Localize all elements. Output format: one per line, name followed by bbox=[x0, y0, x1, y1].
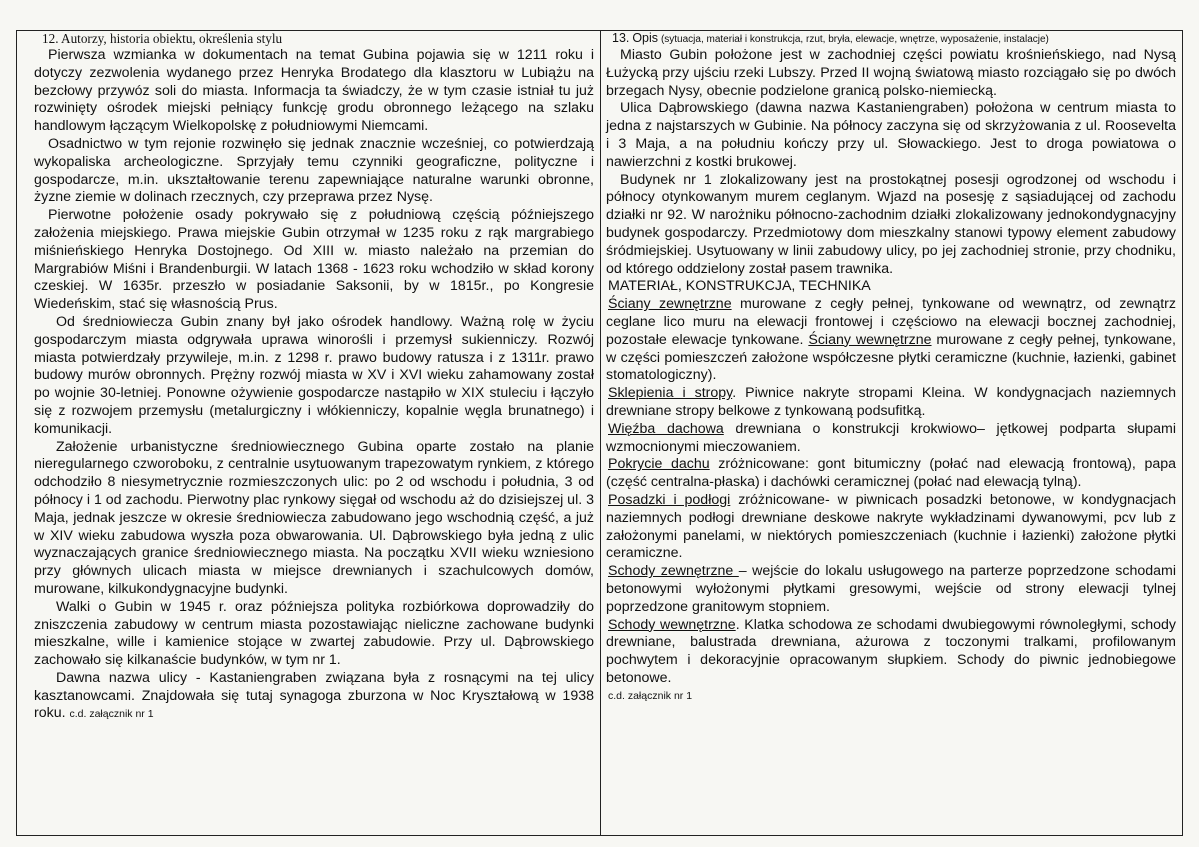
description-paragraph: Ulica Dąbrowskiego (dawna nazwa Kastaniengraben) położona w centrum miasta to jedna z najstarszych w Gubinie. Na północy zaczyna się od skrzyżowania z ul. Roosevelta i 3 Maja, a na południu kończy przy ul. Słowackiego. Jest to droga powiatowa o nawierzchni z kostki brukowej. bbox=[606, 100, 1176, 170]
history-paragraph: Pierwotne położenie osady pokrywało się z południową częścią późniejszego założenia miejskiego. Prawa miejskie Gubin otrzymał w 1235 roku z rąk margrabiego miśnieńskiego Henryka Dostojnego. Od XIII w. miasto należało na przemian do Margrabiów Miśni i Brandenburgii. W latach 1368 - 1623 roku wchodziło w skład korony czeskiej. W 1635r. przeszło w posiadanie Saksonii, by w 1815r., po Kongresie Wiedeńskim, stać się własnością Prus. bbox=[34, 207, 594, 313]
internal-stairs-item bbox=[606, 617, 1176, 688]
continuation-note: c.d. załącznik nr 1 bbox=[608, 689, 693, 702]
floors-item bbox=[606, 492, 1176, 563]
external-stairs-item bbox=[606, 563, 1176, 616]
item-text: . Klatka schodowa ze schodami dwubiegowymi równoległymi, schody drewniane, balustrada drewniana, ażurowa z toczonymi tralkami, profilowanym pochwytem i dekoracyjnie opracowanym słupkiem. Schody do piwnic jednobiegowe betonowe. bbox=[606, 616, 1176, 686]
right-column bbox=[606, 31, 1176, 705]
roofing-item bbox=[606, 456, 1176, 492]
item-text: zróżnicowane: gont bitumiczny (połać nad elewacją frontową), papa (część centralna-płaska) i dachówki ceramicznej (połać nad elewacją tylną). bbox=[606, 456, 1177, 491]
item-label: Posadzki i podłogi bbox=[608, 491, 731, 508]
item-text: – wejście do lokalu usługowego na parterze poprzedzone schodami betonowymi wyłożonymi płytkami gresowymi, wejście od strony elewacji tylnej poprzedzone granitowym stopniem. bbox=[606, 563, 1176, 615]
item-text: zróżnicowane- w piwnicach posadzki betonowe, w kondygnacjach naziemnych podłogi drewniane deskowe nakryte wykładzinami dywanowymi, pcv lub z założonymi panelami, w niektórych pomieszczeniach (kuchnie i łazienki) założone płytki ceramiczne. bbox=[606, 491, 1176, 562]
roof-truss-item bbox=[606, 421, 1176, 457]
history-paragraph: Założenie urbanistyczne średniowiecznego Gubina oparte zostało na planie nieregularnego czworoboku, z centralnie usytuowanym trapezowatym rynkiem, z którego odchodziło 8 niesymetrycznie rozmieszczonych ulic: po 2 od wschodu i południa, 3 od północy i 1 od zachodu. Pierwotny plac rynkowy sięgał od wschodu aż do dzisiejszej ul. 3 Maja, jednak jeszcze w okresie średniowiecza zabudowano jego wschodnią część, a już w XIV wieku zabudowa wyszła poza obwarowania. Ul. Dąbrowskiego była jedną z ulic wyznaczających granice średniowiecznego miasta. Na początku XVII wieku wzniesiono przy głównych ulicach miasta w miejsce drewnianych i szachulcowych domów, murowane, kilkukondygnacyjne budynki. bbox=[34, 438, 594, 597]
item-text: murowane z cegły pełnej, tynkowane, w części pomieszczeń założone współczesne płytki ceramiczne (kuchnie, łazienki, gabinet stomatologiczny). bbox=[606, 331, 1176, 384]
history-paragraph-last bbox=[34, 670, 594, 724]
item-label: Ściany wewnętrzne bbox=[808, 331, 932, 348]
history-paragraph: Osadnictwo w tym rejonie rozwinęło się jednak znacznie wcześniej, co potwierdzają wykopaliska archeologiczne. Sprzyjały temu czynniki geograficzne, polityczne i gospodarcze, m.in. ukształtowanie terenu zapewniające naturalne warunki obronne, żyzne ziemie w dolinach rzecznych, czy przeprawa przez Nysę. bbox=[34, 135, 594, 206]
section-13-heading bbox=[612, 31, 1176, 47]
item-label: Schody zewnętrzne bbox=[608, 563, 739, 580]
left-column bbox=[34, 31, 594, 724]
item-text: murowane z cegły pełnej, tynkowane od wewnątrz, od zewnątrz ceglane lico muru na elewacji frontowej i częściowo na elewacji bocznej zachodniej, pozostałe elewacje tynkowane. bbox=[606, 296, 1176, 348]
description-paragraph: Budynek nr 1 zlokalizowany jest na prostokątnej posesji ogrodzonej od wschodu i północy otynkowanym murem ceglanym. Wjazd na posesję z sąsiadującej od zachodu działki nr 92. W narożniku północno-zachodnim działki zlokalizowany jednokondygnacyjny budynek gospodarczy. Przedmiotowy dom mieszkalny stanowi typowy element zabudowy śródmiejskiej. Usytuowany w linii zabudowy ulicy, po jej zachodniej stronie, przy chodniku, od którego oddzielony został pasem trawnika. bbox=[606, 171, 1176, 277]
item-label: Sklepienia i stropy bbox=[608, 385, 733, 402]
walls-item bbox=[606, 296, 1176, 385]
item-label: Więźba dachowa bbox=[608, 420, 724, 437]
history-paragraph: Pierwsza wzmianka w dokumentach na temat Gubina pojawia się w 1211 roku i dotyczy zezwolenia wydanego przez Henryka Brodatego dla klasztoru w Lubiążu na bezcłowy przywóz soli do miasta. Informacja ta świadczy, że w tym czasie istniał tu już rozwinięty ośrodek miejski pełniący funkcję grodu obronnego leżącego na szlaku handlowym łączącym Wielkopolskę z południowymi Niemcami. bbox=[34, 47, 594, 135]
item-label: Schody wewnętrzne bbox=[608, 616, 736, 633]
materials-subheading: MATERIAŁ, KONSTRUKCJA, TECHNIKA bbox=[608, 278, 871, 295]
column-divider bbox=[600, 30, 601, 836]
history-paragraph: Walki o Gubin w 1945 r. oraz późniejsza polityka rozbiórkowa doprowadziły do zniszczenia zabudowy w centrum miasta pozostawiając nieliczne zachowane budynki mieszkalne, wille i kamienice stojące w zwartej zabudowie. Przy ul. Dąbrowskiego zachowało się kilkanaście budynków, w tym nr 1. bbox=[34, 598, 594, 669]
section-13-title: Opis bbox=[632, 31, 659, 45]
history-last-text: Dawna nazwa ulicy - Kastaniengraben związana była z rosnącymi na tej ulicy kasztanowcami. Znajdowała się tutaj synagoga zburzona w Noc Kryształową w 1938 roku. bbox=[34, 669, 594, 722]
section-13-subtitle: (sytuacja, materiał i konstrukcja, rzut, bryła, elewacje, wnętrze, wyposażenie, instalacje) bbox=[660, 34, 1049, 45]
ceilings-item bbox=[606, 385, 1176, 421]
section-13-number: 13. bbox=[612, 31, 630, 45]
item-label: Pokrycie dachu bbox=[608, 456, 710, 473]
item-text: . Piwnice nakryte stropami Kleina. W kondygnacjach naziemnych drewniane stropy belkowe z tynkowaną podsufitką. bbox=[606, 385, 1176, 419]
item-label: Ściany zewnętrzne bbox=[608, 296, 732, 313]
history-paragraph: Od średniowiecza Gubin znany był jako ośrodek handlowy. Ważną rolę w życiu gospodarczym miasta odgrywała uprawa winorośli i przemysł sukienniczy. Rozwój miasta potwierdzały przywileje, m.in. z 1298 r. prawo budowy ratusza i z 1311r. prawo budowy murów obronnych. Prężny rozwój miasta w XV i XVI wieku zahamowany został po wojnie 30-letniej. Ponowne ożywienie gospodarcze nastąpiło w XIX stuleciu i łączyło się z rozwojem przemysłu (metalurgiczny i włókienniczy, kopalnie węgla brunatnego) i komunikacji. bbox=[34, 313, 594, 437]
section-12-heading: 12. Autorzy, historia obiektu, określenia stylu bbox=[42, 31, 283, 46]
description-paragraph: Miasto Gubin położone jest w zachodniej części powiatu krośnieńskiego, nad Nysą Łużycką przy ujściu rzeki Lubszy. Przed II wojną światową miasto rozciągało się po dwóch brzegach Nysy, obecnie podzielone granicą polsko-niemiecką. bbox=[606, 47, 1176, 99]
continuation-note: c.d. załącznik nr 1 bbox=[69, 708, 154, 721]
item-text: drewniana o konstrukcji krokwiowo– jętkowej podparta słupami wzmocnionymi mieczowaniem. bbox=[606, 420, 1177, 455]
